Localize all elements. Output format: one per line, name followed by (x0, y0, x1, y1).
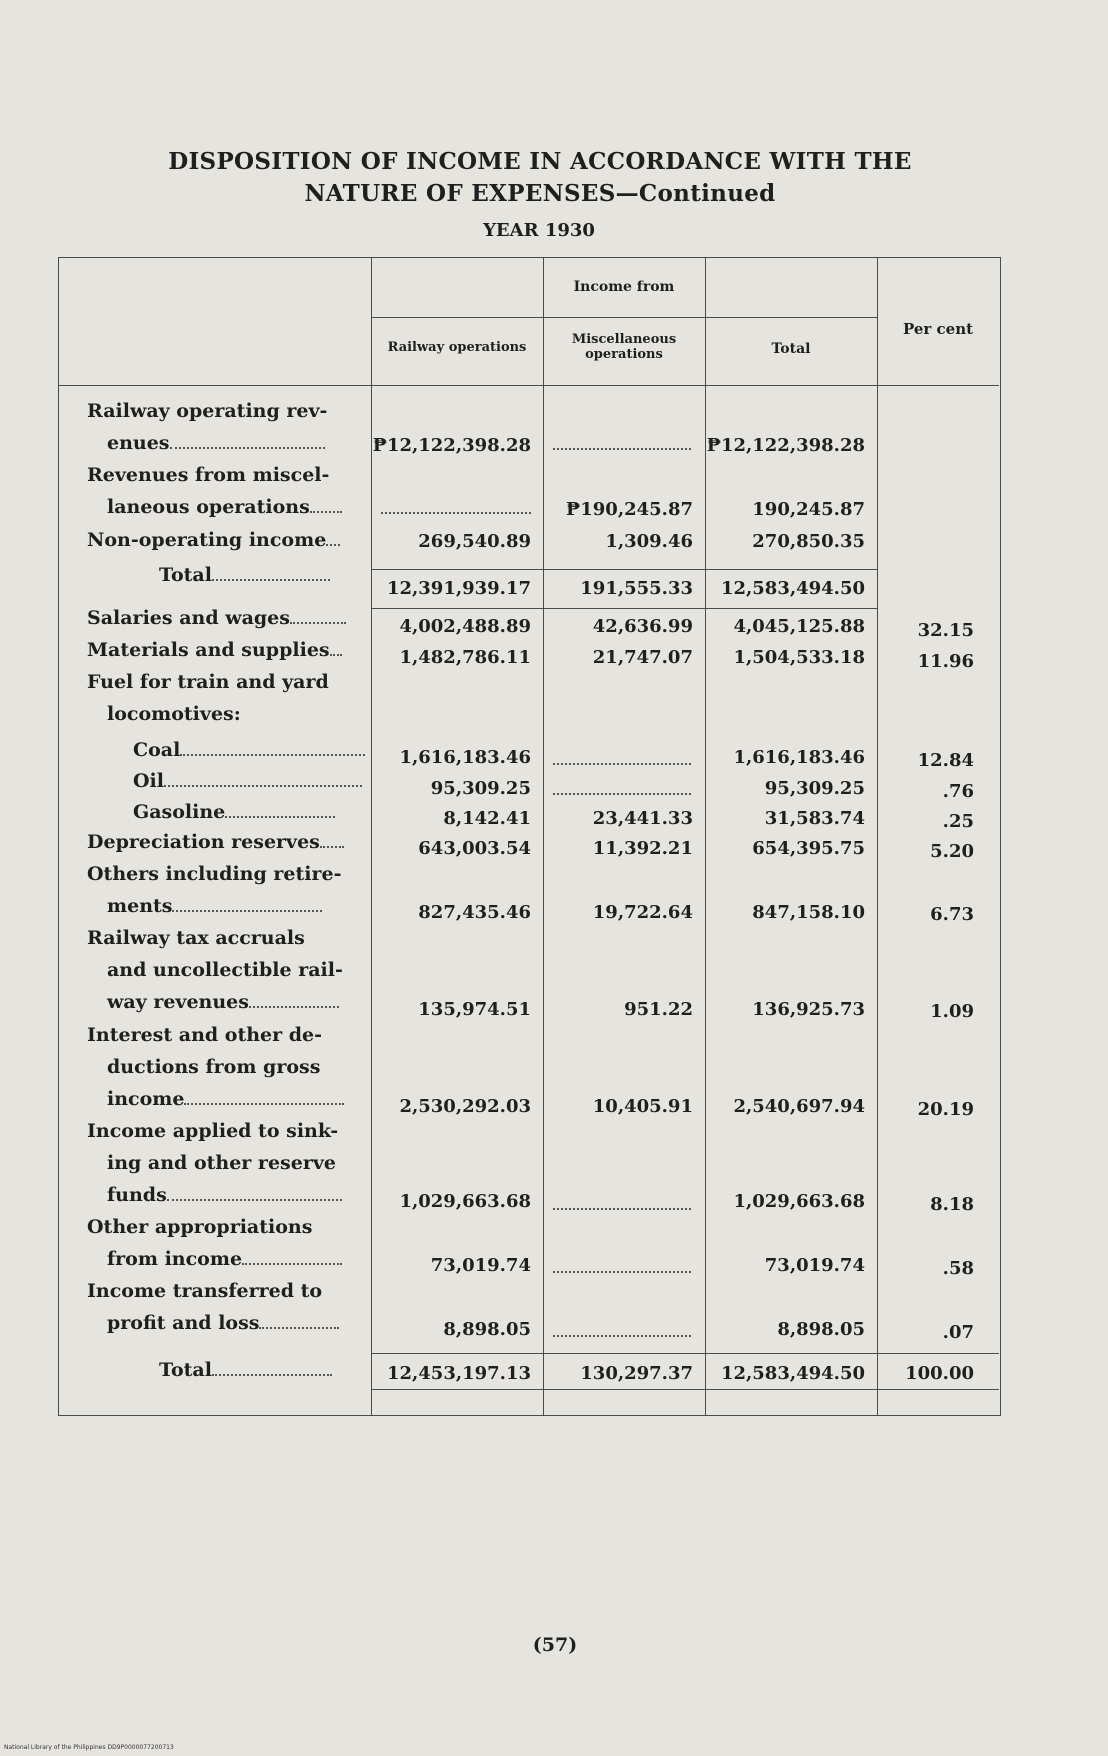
row-label-coal: Coal (87, 734, 417, 766)
empty-cell-dash (553, 1208, 691, 1210)
total-line (371, 1389, 999, 1390)
cell-total: 1,616,183.46 (733, 747, 865, 768)
cell-percent: 11.96 (917, 651, 974, 672)
header-divider (371, 317, 877, 318)
cell-total: 12,583,494.50 (720, 1363, 865, 1384)
cell-railway: 135,974.51 (418, 999, 531, 1020)
cell-percent: 1.09 (930, 1001, 974, 1022)
cell-railway: 1,029,663.68 (399, 1191, 531, 1212)
cell-percent: 8.18 (930, 1194, 974, 1215)
page-title (110, 146, 970, 210)
cell-total: 73,019.74 (764, 1255, 865, 1276)
subtotal-line (371, 608, 877, 609)
col-divider (543, 258, 544, 1415)
cell-misc: 951.22 (624, 999, 693, 1020)
cell-percent: .76 (942, 781, 974, 802)
cell-total: 4,045,125.88 (733, 616, 865, 637)
cell-railway: 1,482,786.11 (399, 647, 531, 668)
row-label-others: Others including retire- ments (87, 863, 342, 917)
cell-total: 190,245.87 (752, 499, 865, 520)
cell-total: 1,029,663.68 (733, 1191, 865, 1212)
cell-railway: 73,019.74 (430, 1255, 531, 1276)
cell-total: 95,309.25 (764, 778, 865, 799)
cell-misc: 11,392.21 (592, 838, 693, 859)
empty-cell-dash (553, 448, 691, 450)
title-line-2: NATURE OF EXPENSES—Continued (304, 180, 776, 207)
row-label-fuel: Fuel for train and yard locomotives: (87, 671, 329, 725)
cell-misc: 19,722.64 (592, 902, 693, 923)
income-table (58, 257, 1001, 1416)
cell-total: 31,583.74 (764, 808, 865, 829)
cell-total: 136,925.73 (752, 999, 865, 1020)
cell-railway: 1,616,183.46 (399, 747, 531, 768)
cell-railway: 2,530,292.03 (399, 1096, 531, 1117)
row-label-total-disposition: Total (87, 1354, 417, 1386)
header-divider (59, 385, 999, 386)
row-label-income-transferred: Income transferred to profit and loss (87, 1275, 417, 1339)
cell-railway: 12,453,197.13 (386, 1363, 531, 1384)
row-label-salaries: Salaries and wages (87, 602, 417, 634)
row-label-depreciation: Depreciation reserves (87, 826, 417, 858)
cell-total: 2,540,697.94 (733, 1096, 865, 1117)
row-label-oil: Oil (87, 765, 417, 797)
row-label-railway-operating-revenues: Railway operating rev- enues (87, 400, 328, 454)
row-label-total-income: Total (87, 559, 417, 591)
empty-cell-dash (553, 763, 691, 765)
cell-railway: 4,002,488.89 (399, 616, 531, 637)
row-label-misc-revenues: Revenues from miscel- laneous operations (87, 459, 417, 523)
cell-railway: 269,540.89 (418, 531, 531, 552)
cell-total: 654,395.75 (752, 838, 865, 859)
col-divider (705, 258, 706, 1415)
cell-percent: 12.84 (917, 750, 974, 771)
cell-misc: 21,747.07 (592, 647, 693, 668)
cell-percent: .07 (942, 1322, 974, 1343)
cell-percent: 6.73 (930, 904, 974, 925)
row-label-railway-tax: Railway tax accruals and uncollectible rail- way revenues (87, 927, 343, 1013)
cell-percent: 32.15 (917, 620, 974, 641)
cell-misc: 130,297.37 (580, 1363, 693, 1384)
empty-cell-dash (553, 1335, 691, 1337)
cell-total: 270,850.35 (752, 531, 865, 552)
cell-percent: 5.20 (930, 841, 974, 862)
cell-total: ₱12,122,398.28 (706, 435, 865, 456)
header-railway-operations: Railway operations (387, 340, 527, 355)
footer-credit: National Library of the Philippines DD9P0000077200713 (4, 1744, 174, 1751)
total-line (371, 1353, 999, 1354)
cell-railway: 95,309.25 (430, 778, 531, 799)
cell-percent: .58 (942, 1258, 974, 1279)
cell-misc: 23,441.33 (592, 808, 693, 829)
cell-railway: 12,391,939.17 (386, 578, 531, 599)
subtotal-line (371, 569, 877, 570)
cell-total: 8,898.05 (777, 1319, 865, 1340)
cell-total: 12,583,494.50 (720, 578, 865, 599)
row-label-gasoline: Gasoline (87, 796, 417, 828)
title-line-1: DISPOSITION OF INCOME IN ACCORDANCE WITH THE (168, 148, 912, 175)
col-divider (877, 258, 878, 1415)
cell-railway: 8,898.05 (443, 1319, 531, 1340)
header-total: Total (771, 341, 811, 357)
empty-cell-dash (553, 1271, 691, 1273)
empty-cell-dash (553, 793, 691, 795)
header-per-cent: Per cent (902, 320, 974, 338)
row-label-sinking-funds: Income applied to sink- ing and other reserve funds (87, 1115, 417, 1211)
cell-percent: 100.00 (905, 1363, 974, 1384)
header-miscellaneous-operations: Miscellaneous operations (571, 332, 677, 362)
cell-percent: 20.19 (917, 1099, 974, 1120)
cell-total: 1,504,533.18 (733, 647, 865, 668)
cell-percent: .25 (942, 811, 974, 832)
cell-railway: 643,003.54 (418, 838, 531, 859)
year-heading: YEAR 1930 (483, 220, 595, 241)
cell-misc: 10,405.91 (592, 1096, 693, 1117)
cell-misc: ₱190,245.87 (566, 499, 693, 520)
page-number: (57) (532, 1634, 578, 1656)
cell-misc: 191,555.33 (580, 578, 693, 599)
row-label-materials: Materials and supplies (87, 634, 417, 666)
row-label-other-appropriations: Other appropriations from income (87, 1211, 417, 1275)
empty-cell-dash (381, 512, 531, 514)
cell-misc: 1,309.46 (605, 531, 693, 552)
cell-misc: 42,636.99 (592, 616, 693, 637)
cell-railway: 8,142.41 (443, 808, 531, 829)
cell-railway: 827,435.46 (418, 902, 531, 923)
header-income-from: Income from (573, 279, 675, 295)
row-label-interest: Interest and other de- ductions from gross income (87, 1019, 417, 1115)
row-label-non-operating-income: Non-operating income (87, 524, 417, 556)
cell-railway: ₱12,122,398.28 (372, 435, 531, 456)
cell-total: 847,158.10 (752, 902, 865, 923)
